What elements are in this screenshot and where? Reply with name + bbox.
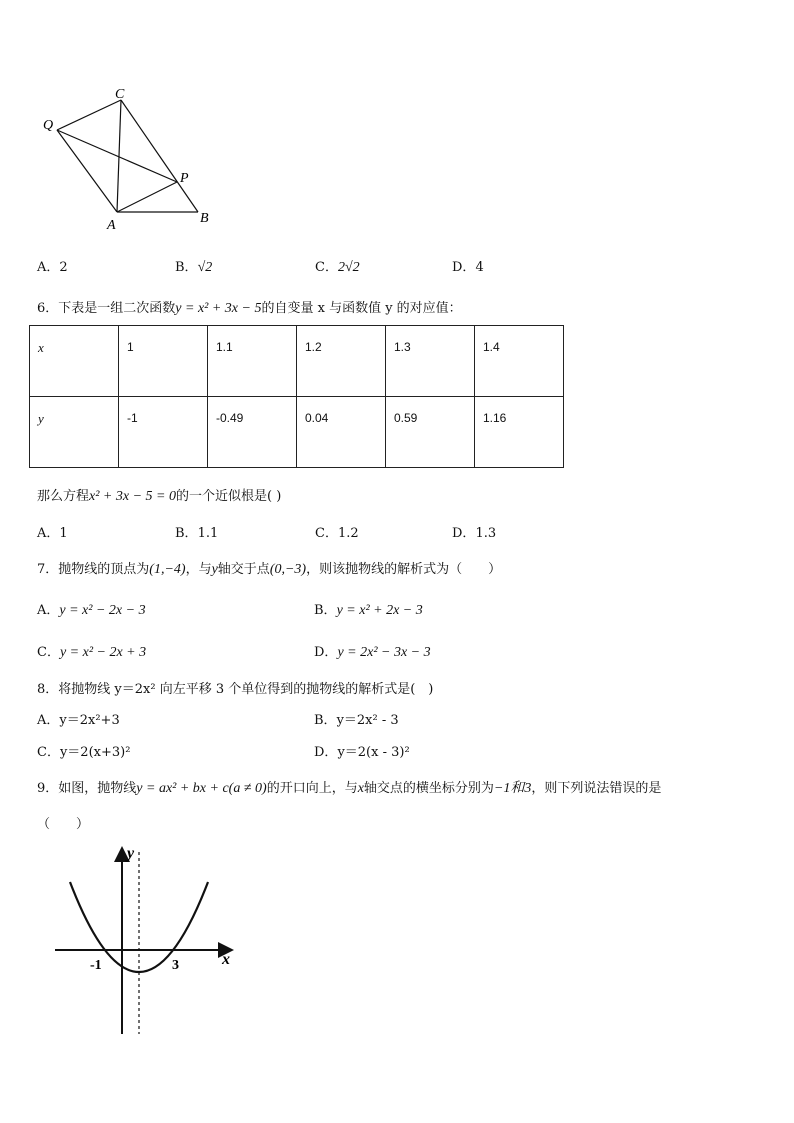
table-cell: -0.49	[208, 397, 297, 468]
q5-option-a[interactable]: A．2	[37, 260, 68, 275]
q5-figure	[36, 84, 226, 234]
q7-option-a[interactable]: A．y = x² − 2x − 3	[37, 603, 146, 618]
q8-option-c[interactable]: C．y＝2(x+3)²	[37, 745, 131, 760]
table-cell: -1	[119, 397, 208, 468]
q5-option-d[interactable]: D．4	[452, 260, 484, 275]
q8-option-b[interactable]: B．y＝2x² - 3	[314, 713, 399, 728]
q5-option-c[interactable]: C．2√2	[315, 260, 360, 275]
segment-qc	[57, 100, 121, 130]
q7-option-c[interactable]: C．y = x² − 2x + 3	[37, 645, 147, 660]
table-row-y	[30, 397, 564, 468]
table-cell: 1	[119, 326, 208, 397]
root-left-label: -1	[90, 958, 102, 973]
q9-parabola-graph	[50, 842, 250, 1042]
q6-stem: 6．下表是一组二次函数y = x² + 3x − 5的自变量 x 与函数值 y 的对应值：	[37, 301, 462, 316]
q8-stem: 8．将抛物线 y＝2x² 向左平移 3 个单位得到的抛物线的解析式是( )	[37, 682, 434, 697]
segment-cb	[121, 100, 198, 212]
q8-option-a[interactable]: A．y＝2x²+3	[37, 713, 120, 728]
q6-follow-up: 那么方程x² + 3x − 5 = 0的一个近似根是( )	[37, 489, 282, 504]
table-cell: 1.1	[208, 326, 297, 397]
segment-qa	[57, 130, 117, 212]
q7-stem: 7．抛物线的顶点为(1,−4)，与y轴交于点(0,−3)，则该抛物线的解析式为（ ）	[37, 562, 502, 577]
q7-option-b[interactable]: B．y = x² + 2x − 3	[314, 603, 423, 618]
q5-option-b[interactable]: B．√2	[175, 260, 213, 275]
q6-option-d[interactable]: D．1.3	[452, 526, 497, 541]
table-cell: 0.59	[386, 397, 475, 468]
label-c: C	[115, 87, 125, 102]
table-cell: y	[30, 397, 119, 468]
label-p: P	[180, 171, 189, 186]
q7-option-d[interactable]: D．y = 2x² − 3x − 3	[314, 645, 431, 660]
q9-stem: 9．如图，抛物线y = ax² + bx + c(a ≠ 0)的开口向上，与x轴交点的横坐标分别为−1和3，则下列说法错误的是	[37, 781, 662, 796]
table-cell: x	[30, 326, 119, 397]
table-cell: 1.3	[386, 326, 475, 397]
table-cell: 1.4	[475, 326, 564, 397]
y-axis-label: y	[127, 845, 135, 862]
table-row-x	[30, 326, 564, 397]
q9-answer-paren: （ ）	[37, 817, 90, 832]
table-cell: 1.16	[475, 397, 564, 468]
label-b: B	[200, 211, 209, 226]
q6-option-c[interactable]: C．1.2	[315, 526, 359, 541]
root-right-label: 3	[172, 958, 179, 973]
q6-value-table	[29, 325, 564, 468]
table-cell: 0.04	[297, 397, 386, 468]
label-a: A	[107, 218, 116, 233]
q6-option-b[interactable]: B．1.1	[175, 526, 219, 541]
label-q: Q	[43, 118, 54, 133]
segment-ap	[117, 182, 177, 212]
q8-option-d[interactable]: D．y＝2(x - 3)²	[314, 745, 410, 760]
q6-option-a[interactable]: A．1	[37, 526, 68, 541]
table-cell: 1.2	[297, 326, 386, 397]
x-axis-label: x	[222, 951, 230, 968]
